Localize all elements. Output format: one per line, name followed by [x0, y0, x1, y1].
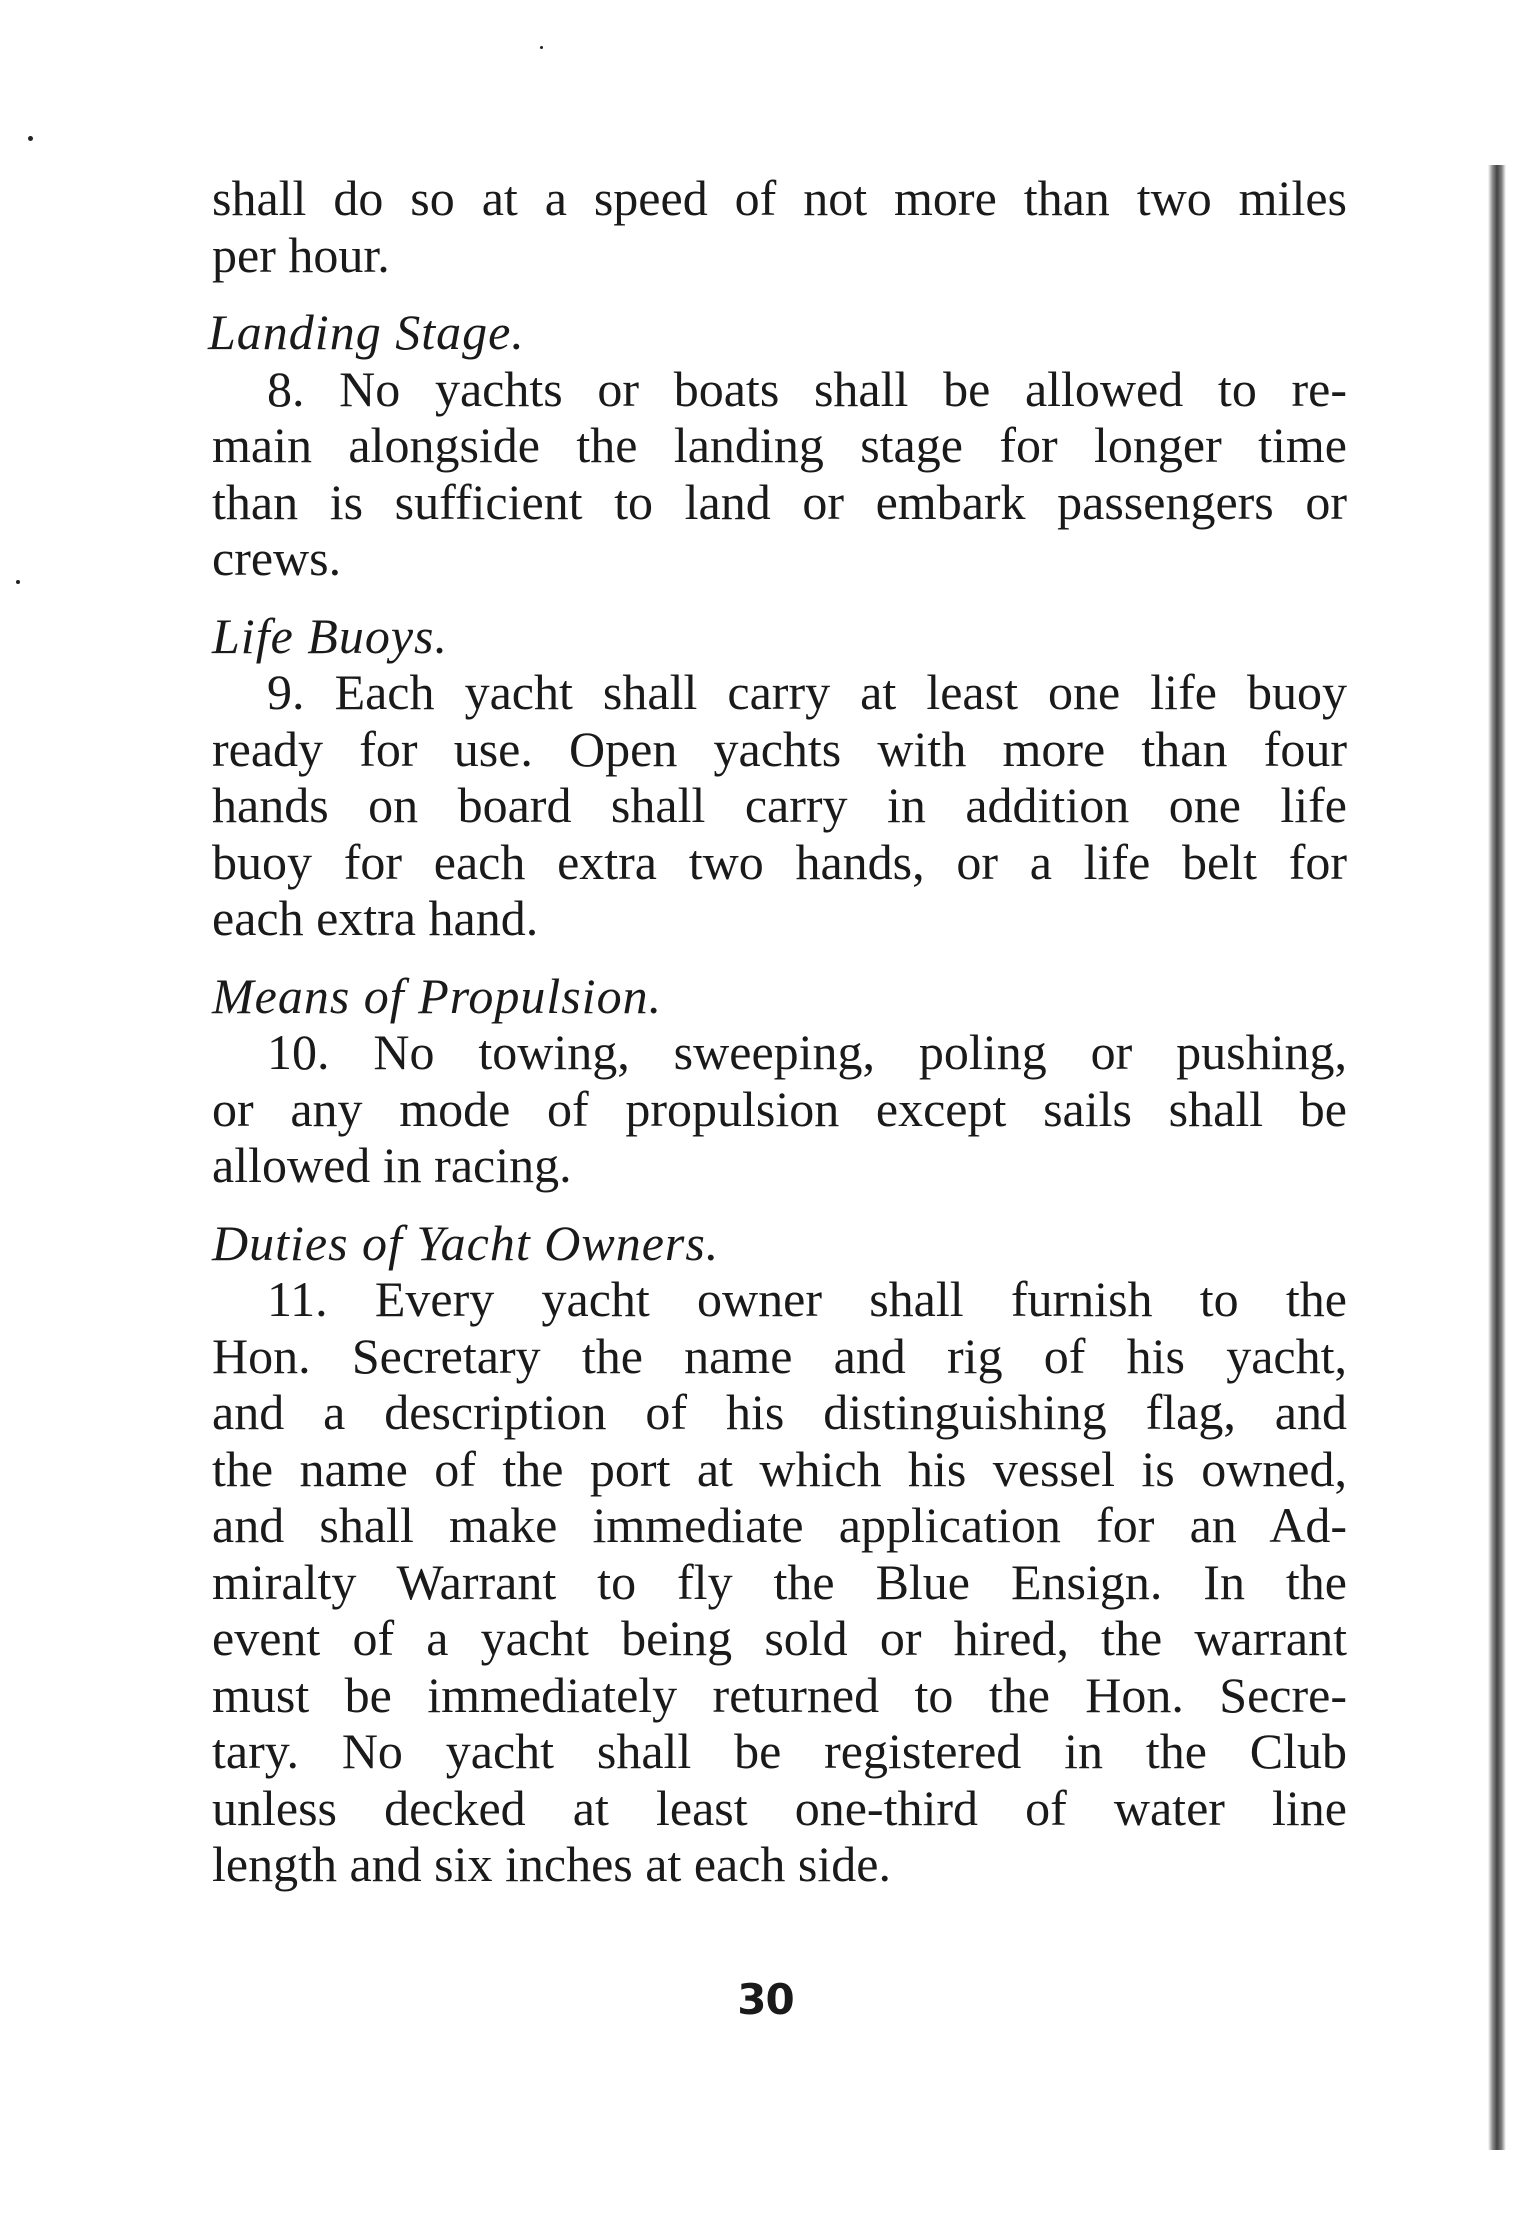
- specks: [540, 46, 543, 49]
- text-line: miralty Warrant to fly the Blue Ensign. In the: [212, 1553, 1347, 1610]
- specks: [16, 580, 20, 584]
- text-line: and a description of his distinguishing flag, and: [212, 1384, 1347, 1440]
- section-heading: Life Buoys.: [212, 607, 448, 664]
- text-line: Hon. Secretary the name and rig of his yacht,: [212, 1327, 1347, 1384]
- page-edge: [1488, 165, 1506, 2150]
- text-line: ready for use. Open yachts with more than four: [212, 720, 1347, 777]
- text-line: event of a yacht being sold or hired, the warrant: [212, 1610, 1347, 1666]
- text-line: per hour.: [212, 226, 390, 283]
- text-line: the name of the port at which his vessel is owned,: [212, 1440, 1347, 1497]
- text-line: tary. No yacht shall be registered in the Club: [212, 1723, 1347, 1779]
- text-line: unless decked at least one-third of water line: [212, 1779, 1347, 1836]
- section-heading: Landing Stage.: [208, 304, 525, 360]
- text-line: buoy for each extra two hands, or a life belt for: [212, 833, 1347, 890]
- text-line: hands on board shall carry in addition one life: [212, 777, 1347, 833]
- text-line: main alongside the landing stage for longer time: [212, 417, 1347, 473]
- text-line: 8. No yachts or boats shall be allowed to re-: [267, 360, 1347, 417]
- text-line: must be immediately returned to the Hon. Secre-: [212, 1666, 1347, 1723]
- text-line: than is sufficient to land or embark passengers or: [212, 473, 1347, 530]
- text-line: allowed in racing.: [212, 1137, 572, 1193]
- text-line: 9. Each yacht shall carry at least one life buoy: [267, 664, 1347, 720]
- page-number: 30: [737, 1975, 794, 2024]
- text-line: 11. Every yacht owner shall furnish to the: [267, 1271, 1347, 1327]
- text-line: 10. No towing, sweeping, poling or pushing,: [267, 1024, 1347, 1080]
- body-text: [208, 170, 1347, 1893]
- specks: [28, 136, 33, 141]
- text-line: or any mode of propulsion except sails shall be: [212, 1080, 1347, 1137]
- section-heading: Duties of Yacht Owners.: [212, 1214, 720, 1271]
- text-line: and shall make immediate application for an Ad-: [212, 1497, 1347, 1553]
- text-line: crews.: [212, 530, 342, 586]
- text-line: shall do so at a speed of not more than two miles: [212, 170, 1347, 226]
- text-line: length and six inches at each side.: [212, 1836, 891, 1892]
- section-heading: Means of Propulsion.: [212, 967, 663, 1024]
- text-line: each extra hand.: [212, 890, 539, 946]
